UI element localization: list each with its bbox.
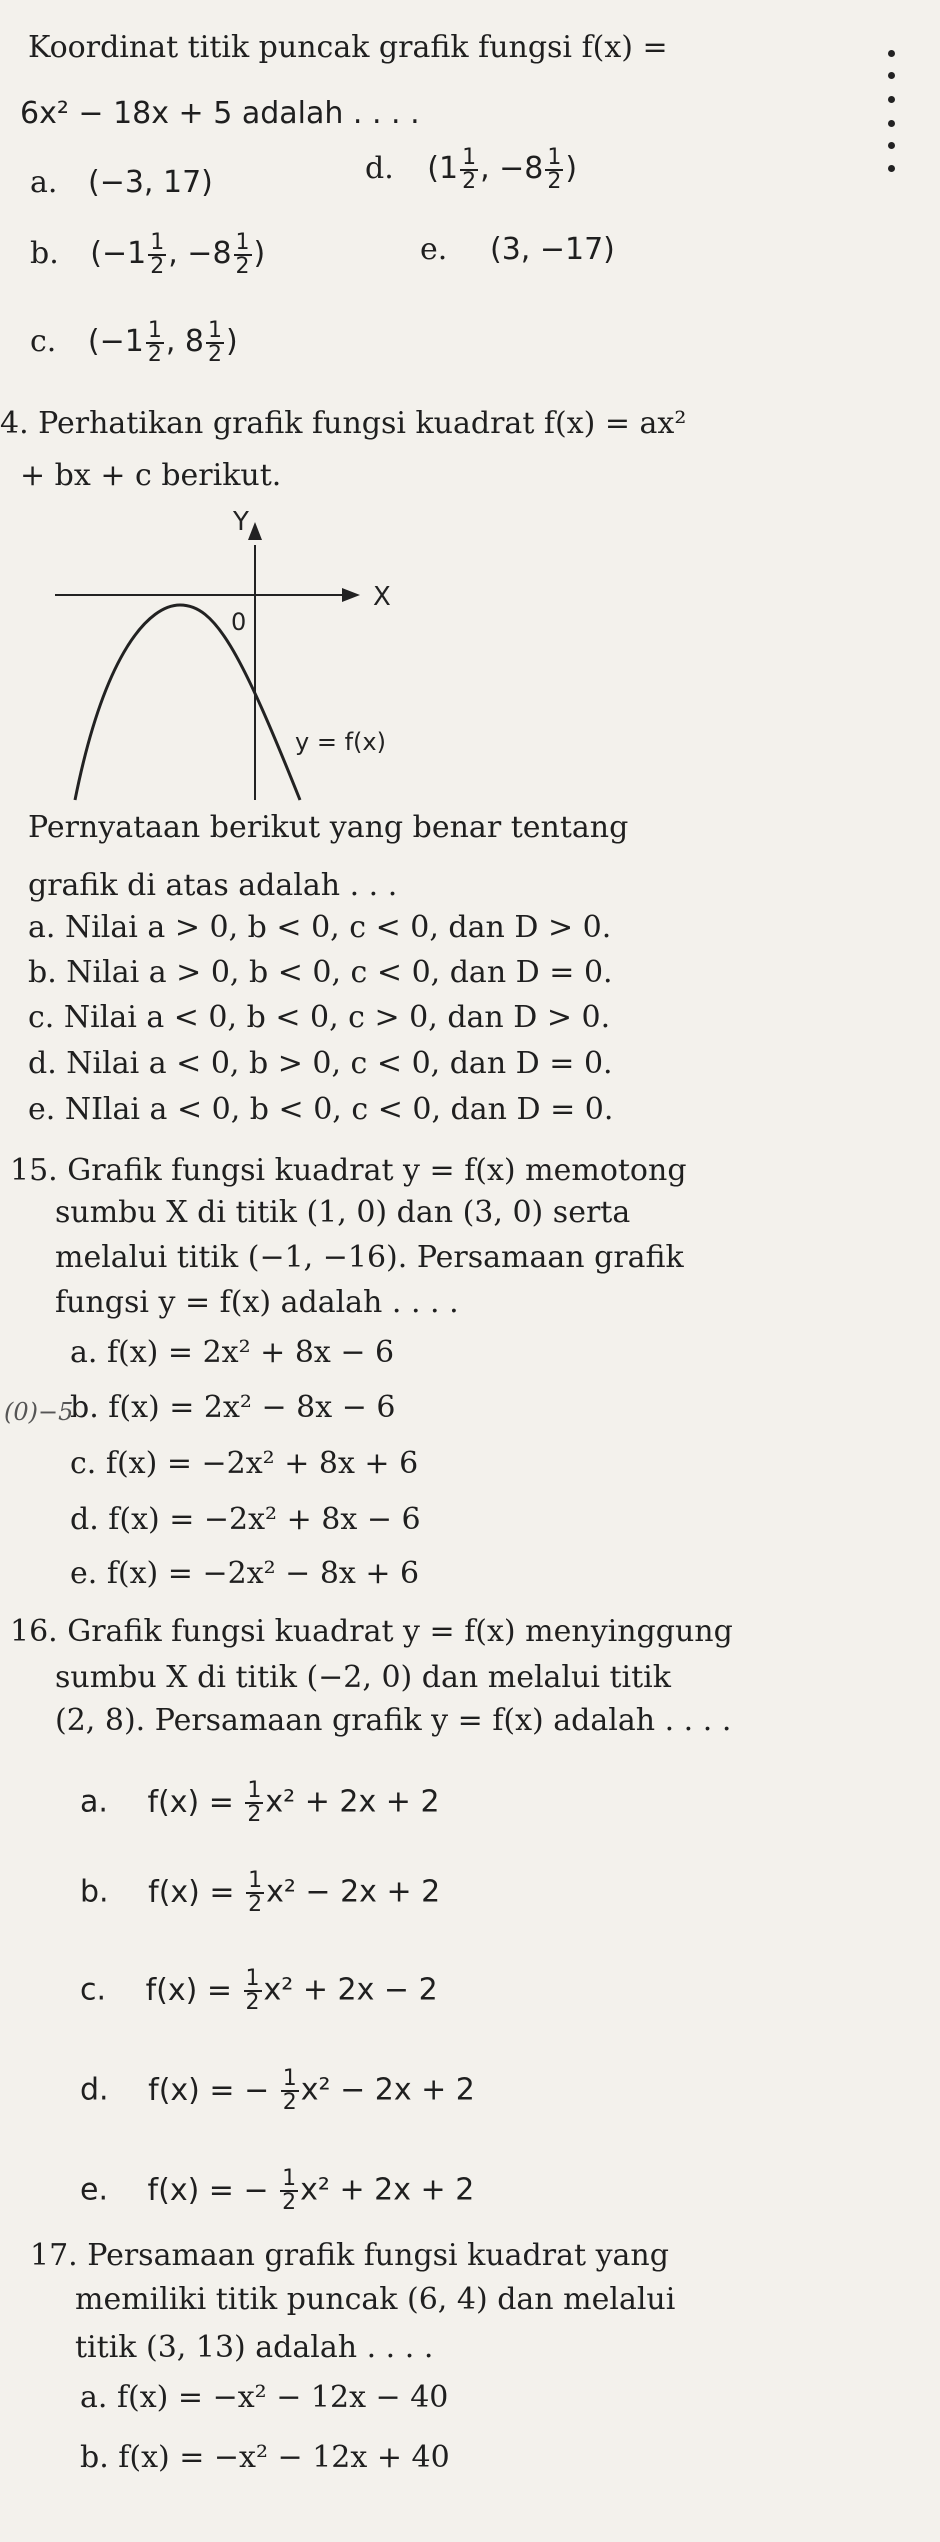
frac-num: 1 [150,230,165,255]
edge-dot [888,120,895,127]
frac-num: 1 [282,2066,297,2091]
option-d-frac1 [460,147,478,193]
option-d-close: ) [565,151,578,186]
option-b-mid: , −8 [168,236,232,271]
option-a-label: a. [30,165,58,200]
edge-dot [888,72,895,79]
coef-frac [281,2068,299,2114]
curve-label: y = f(x) [295,728,386,756]
option-c-label: c. [30,324,57,359]
option-rhs: x² − 2x + 2 [266,1874,441,1910]
option-d-frac2 [545,147,563,193]
parabola-graph [55,500,425,820]
origin-label: 0 [231,608,247,636]
question-16-option-b [80,1870,440,1916]
frac-num: 1 [282,2166,297,2191]
question-17-option-a: a. f(x) = −x² − 12x − 40 [80,2380,449,2415]
frac-den: 2 [462,169,477,194]
question-14-option-b: b. Nilai a > 0, b < 0, c < 0, dan D = 0. [28,955,613,990]
parabola-curve [75,605,300,800]
question-14-line1: 4. Perhatikan grafik fungsi kuadrat f(x) = ax² [0,406,687,441]
option-d-open: (1 [427,151,459,186]
option-label: b. [80,1874,109,1910]
coef-frac [244,1968,262,2014]
option-rhs: x² − 2x + 2 [300,2072,475,2108]
frac-num: 1 [208,318,222,343]
option-b-frac1 [148,232,166,278]
y-axis-arrow [248,522,262,540]
frac-den: 2 [282,2090,297,2115]
option-label: d. [80,2072,109,2108]
option-b-open: (−1 [90,236,147,271]
option-c-frac1 [146,320,164,366]
question-16-option-d [80,2068,475,2114]
question-14-option-d: d. Nilai a < 0, b > 0, c < 0, dan D = 0. [28,1046,613,1081]
option-b [30,232,265,278]
option-lhs: f(x) = [147,1784,234,1820]
question-16-line3: (2, 8). Persamaan grafik y = f(x) adalah . . . . [55,1703,732,1738]
frac-num: 1 [248,1868,263,1893]
question-16-option-e [80,2168,474,2214]
option-e-text: (3, −17) [490,232,615,267]
option-d [365,147,577,193]
frac-num: 1 [547,145,562,170]
x-axis-arrow [342,588,360,602]
question-14-option-c: c. Nilai a < 0, b < 0, c > 0, dan D > 0. [28,1000,611,1035]
frac-den: 2 [147,342,162,367]
coef-frac [280,2168,298,2214]
option-b-frac2 [234,232,252,278]
frac-den: 2 [235,254,250,279]
option-b-label: b. [30,236,59,271]
option-lhs: f(x) = − [148,2072,270,2108]
frac-num: 1 [147,318,162,343]
option-rhs: x² + 2x + 2 [300,2172,475,2208]
question-14-option-e: e. NIlai a < 0, b < 0, c < 0, dan D = 0. [28,1092,614,1127]
question-15-option-d: d. f(x) = −2x² + 8x − 6 [70,1502,421,1537]
question-15-line4: fungsi y = f(x) adalah . . . . [55,1285,459,1320]
question-vertex-line1: Koordinat titik puncak grafik fungsi f(x) = [28,30,668,65]
edge-dot [888,50,895,57]
question-17-line3: titik (3, 13) adalah . . . . [75,2330,434,2365]
frac-num: 1 [245,1966,260,1991]
question-14-option-a: a. Nilai a > 0, b < 0, c < 0, dan D > 0. [28,910,612,945]
question-17-line2: memiliki titik puncak (6, 4) dan melalui [75,2282,676,2317]
question-vertex-line2: 6x² − 18x + 5 adalah . . . . [20,96,420,131]
y-axis-label: Y [233,507,249,537]
option-label: e. [80,2172,108,2208]
edge-dot [888,142,895,149]
frac-den: 2 [248,1892,263,1917]
question-16-option-c [80,1968,438,2014]
frac-den: 2 [208,342,222,367]
question-16-line2: sumbu X di titik (−2, 0) dan melalui titik [55,1660,671,1695]
option-rhs: x² + 2x − 2 [263,1972,438,2008]
option-lhs: f(x) = − [147,2172,269,2208]
frac-den: 2 [150,254,165,279]
option-c-close: ) [226,324,238,359]
question-14-line2: + bx + c berikut. [20,458,282,493]
coef-frac [245,1780,263,1826]
x-axis-label: X [373,582,391,612]
handwritten-note: (0)−5 [4,1398,74,1426]
frac-num: 1 [235,230,250,255]
edge-dot [888,165,895,172]
question-15-option-b: b. f(x) = 2x² − 8x − 6 [70,1390,396,1425]
question-15-line2: sumbu X di titik (1, 0) dan (3, 0) serta [55,1195,631,1230]
question-15-line1: 15. Grafik fungsi kuadrat y = f(x) memotong [10,1153,687,1188]
question-16-option-a [80,1780,440,1826]
option-label: a. [80,1784,108,1820]
option-c-open: (−1 [87,324,144,359]
frac-num: 1 [247,1778,262,1803]
question-14-stmt-line2: grafik di atas adalah . . . [28,868,398,903]
option-e-label: e. [420,232,448,267]
frac-den: 2 [547,169,562,194]
option-rhs: x² + 2x + 2 [265,1784,440,1820]
option-a-text: (−3, 17) [88,165,213,200]
question-17-line1: 17. Persamaan grafik fungsi kuadrat yang [30,2238,669,2273]
question-16-line1: 16. Grafik fungsi kuadrat y = f(x) menyinggung [10,1614,733,1649]
edge-dot [888,96,895,103]
frac-den: 2 [282,2190,297,2215]
question-15-line3: melalui titik (−1, −16). Persamaan grafik [55,1240,684,1275]
question-14-stmt-line1: Pernyataan berikut yang benar tentang [28,810,629,845]
option-c-frac2 [206,320,224,366]
question-15-option-a: a. f(x) = 2x² + 8x − 6 [70,1335,395,1370]
option-b-close: ) [253,236,266,271]
question-15-option-c: c. f(x) = −2x² + 8x + 6 [70,1446,419,1481]
option-c [30,320,238,366]
option-d-label: d. [365,151,394,186]
question-17-option-b: b. f(x) = −x² − 12x + 40 [80,2440,450,2475]
option-lhs: f(x) = [145,1972,232,2008]
option-c-mid: , 8 [165,324,204,359]
coef-frac [246,1870,264,1916]
option-lhs: f(x) = [148,1874,235,1910]
option-d-mid: , −8 [480,151,544,186]
frac-num: 1 [462,145,477,170]
frac-den: 2 [245,1990,260,2015]
question-15-option-e: e. f(x) = −2x² − 8x + 6 [70,1556,420,1591]
option-label: c. [80,1972,107,2008]
frac-den: 2 [247,1802,262,1827]
